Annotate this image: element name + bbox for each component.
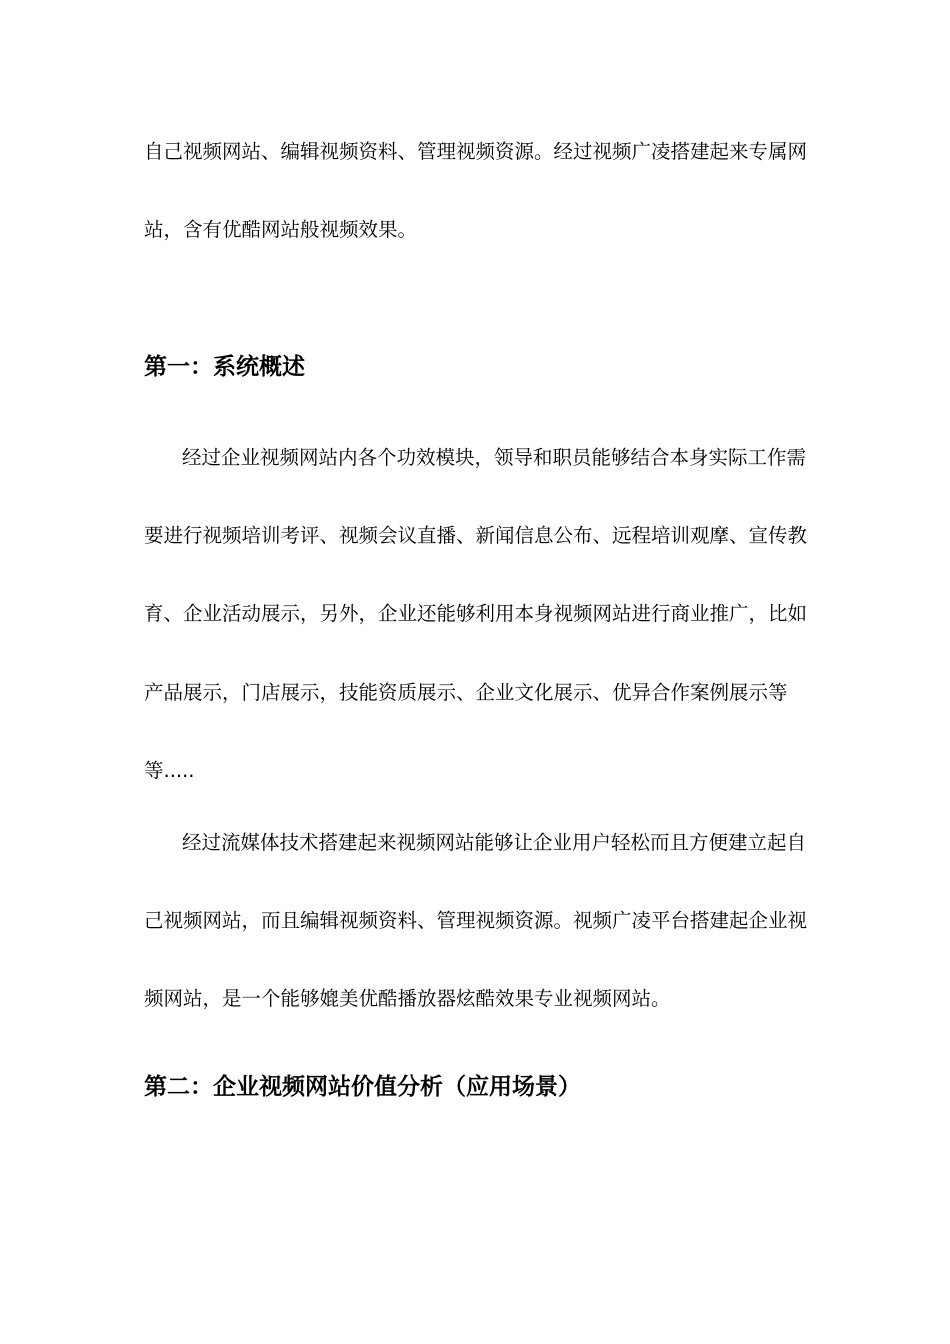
- intro-line-2: 站，含有优酷网站般视频效果。: [144, 218, 418, 241]
- section-1-paragraph-1-line-3: 育、企业活动展示，另外，企业还能够利用本身视频网站进行商业推广，比如: [144, 602, 808, 625]
- section-1-paragraph-1-line-4: 产品展示，门店展示，技能资质展示、企业文化展示、优异合作案例展示等: [144, 681, 788, 704]
- section-1-paragraph-2-line-2: 己视频网站，而且编辑视频资料、管理视频资源。视频广凌平台搭建起企业视: [144, 909, 808, 932]
- section-1-paragraph-1-line-1: 经过企业视频网站内各个功效模块，领导和职员能够结合本身实际工作需: [182, 446, 807, 469]
- section-1-paragraph-2-line-3: 频网站，是一个能够媲美优酷播放器炫酷效果专业视频网站。: [144, 987, 671, 1010]
- section-1-paragraph-1-line-5: 等.....: [144, 759, 195, 782]
- intro-line-1: 自己视频网站、编辑视频资料、管理视频资源。经过视频广凌搭建起来专属网: [144, 140, 808, 163]
- section-1-paragraph-2-line-1: 经过流媒体技术搭建起来视频网站能够让企业用户轻松而且方便建立起自: [182, 831, 807, 854]
- section-1-paragraph-1-line-2: 要进行视频培训考评、视频会议直播、新闻信息公布、远程培训观摩、宣传教: [144, 524, 808, 547]
- section-2-heading: 第二：企业视频网站价值分析（应用场景）: [144, 1074, 581, 1100]
- section-1-heading: 第一：系统概述: [144, 354, 305, 380]
